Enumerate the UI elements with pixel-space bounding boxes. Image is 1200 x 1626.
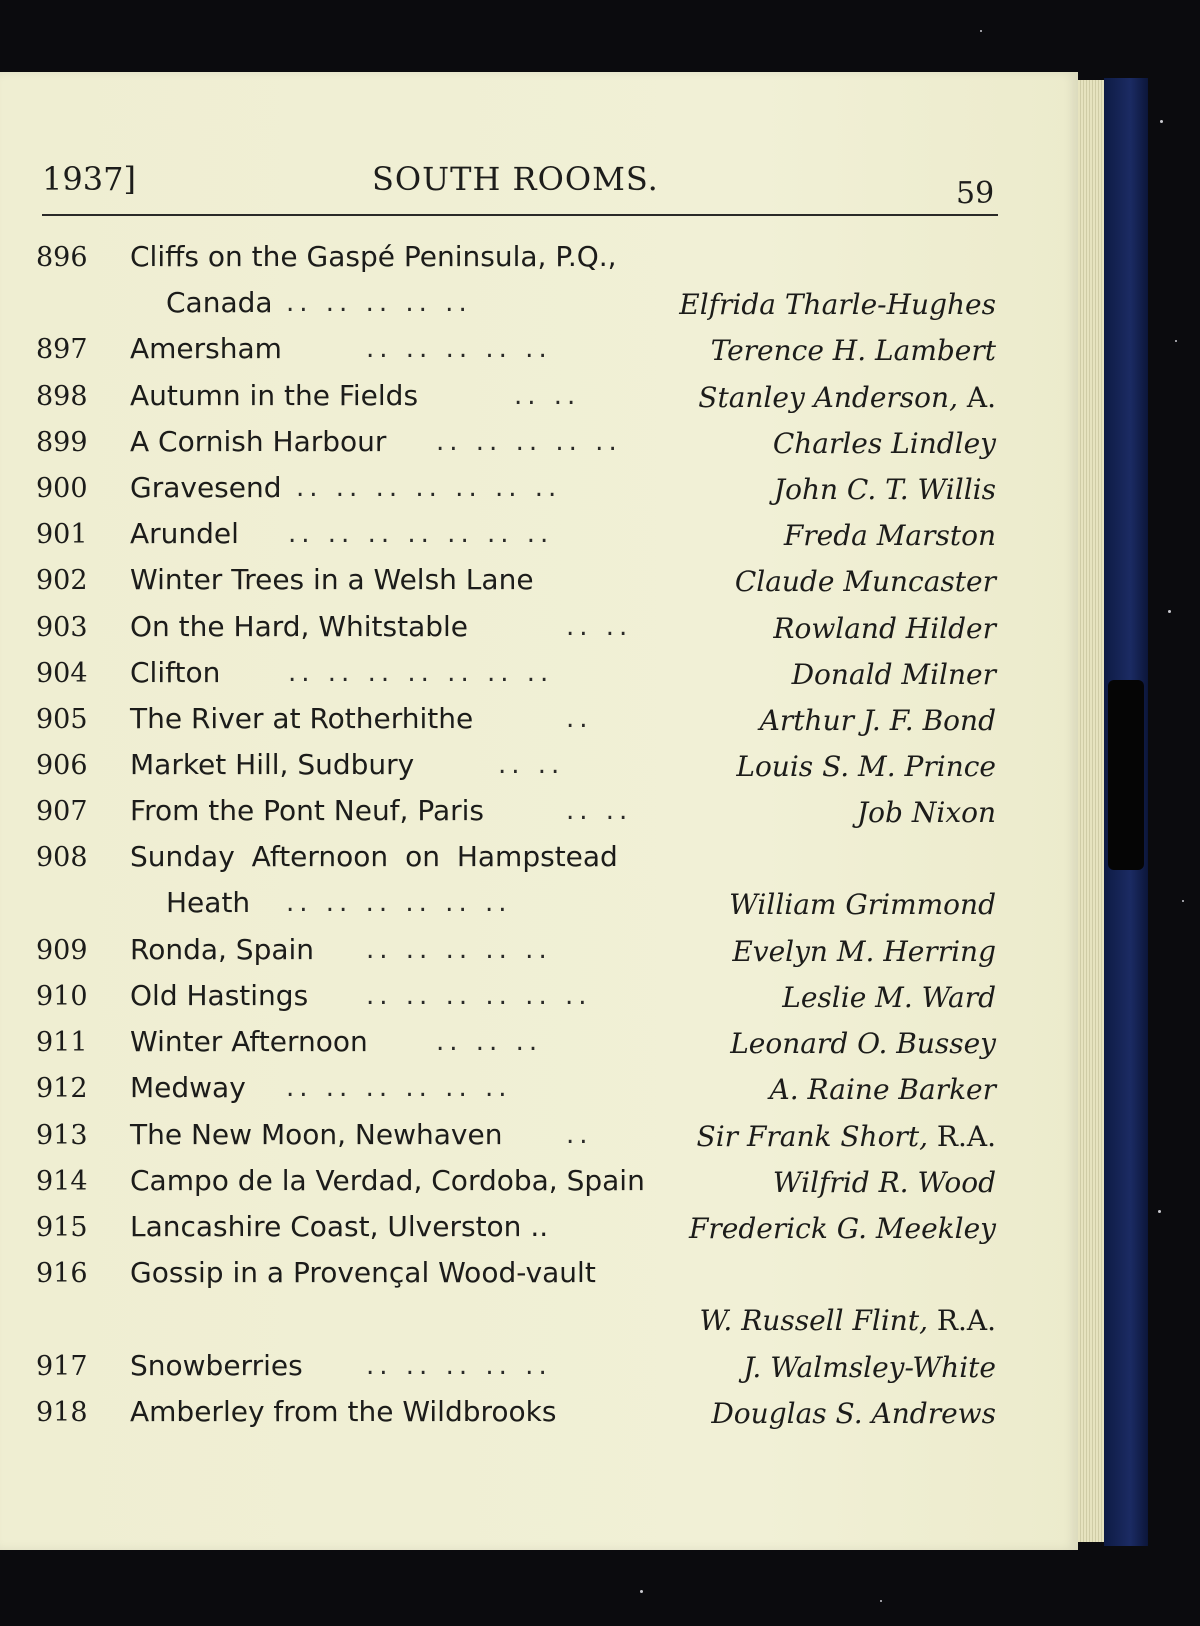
dot-leaders: .. [566, 703, 593, 734]
catalogue-entry [36, 1206, 996, 1252]
entry-title: Old Hastings [130, 979, 309, 1013]
artist-name: William Grimmond [729, 888, 996, 922]
catalogue-entry [36, 652, 996, 698]
artist-name: Charles Lindley [772, 426, 996, 460]
dot-leaders: .. .. [566, 611, 633, 642]
page-number: 59 [956, 176, 995, 211]
dot-leaders: .. .. [566, 796, 633, 827]
catalogue-entry [36, 975, 996, 1021]
artist-name: Leslie M. Ward [782, 981, 996, 1015]
background-speck [1168, 610, 1171, 613]
entry-number: 908 [36, 842, 88, 874]
entry-title: Gossip in a Provençal Wood-vault [130, 1256, 596, 1290]
entry-artist [729, 888, 996, 921]
artist-suffix: R.A. [927, 1119, 996, 1153]
artist-name: Job Nixon [856, 796, 996, 830]
entry-artist [743, 1351, 996, 1384]
entry-number: 904 [36, 657, 88, 689]
artist-name: W. Russell Flint, [699, 1304, 928, 1338]
entry-title: Winter Trees in a Welsh Lane [130, 563, 534, 597]
entry-number: 907 [36, 796, 88, 828]
catalogue-entry [36, 698, 996, 744]
entry-title: Amersham [130, 332, 282, 366]
entry-title: Cliffs on the Gaspé Peninsula, P.Q., [130, 240, 617, 273]
artist-name: Stanley Anderson, [698, 380, 958, 414]
entry-title: Winter Afternoon [130, 1025, 368, 1059]
entry-number: 910 [36, 981, 88, 1013]
entry-number: 909 [36, 934, 88, 966]
background-speck [980, 30, 982, 32]
catalogue-entry [36, 559, 996, 605]
catalogue-entry [36, 744, 996, 790]
dot-leaders: .. .. .. .. .. [286, 288, 472, 318]
entry-artist [784, 519, 996, 552]
dot-leaders: .. .. .. .. .. .. .. [288, 657, 554, 688]
artist-name: Leonard O. Bussey [730, 1027, 996, 1061]
entry-title: On the Hard, Whitstable [130, 609, 469, 643]
artist-suffix: R.A. [927, 1304, 996, 1338]
entry-number: 918 [36, 1396, 88, 1428]
entry-title-continued: Canada [166, 286, 273, 319]
entry-number: 899 [36, 426, 88, 458]
catalogue-entry [36, 929, 996, 975]
catalogue-entry [36, 513, 996, 559]
header-rule [42, 214, 998, 216]
dot-leaders: .. .. .. .. .. .. [286, 888, 512, 919]
entry-number: 913 [36, 1119, 88, 1151]
entry-artist [679, 288, 996, 321]
background-speck [640, 1590, 643, 1593]
dot-leaders: .. .. .. .. .. [366, 934, 552, 965]
entry-artist [700, 1304, 996, 1337]
entry-artist [735, 565, 996, 598]
background-speck [1158, 1210, 1161, 1213]
entry-artist [774, 473, 996, 506]
entry-number: 911 [36, 1027, 88, 1059]
entry-artist [782, 981, 996, 1014]
entry-number: 903 [36, 611, 88, 643]
entry-artist [770, 1073, 996, 1106]
artist-name: A. Raine Barker [769, 1073, 996, 1107]
background-speck [880, 1600, 882, 1602]
catalogue-entry [36, 606, 996, 652]
entry-number: 901 [36, 519, 88, 551]
entry-title: Market Hill, Sudbury [130, 748, 415, 782]
entry-number: 905 [36, 703, 88, 735]
artist-name: J. Walmsley-White [743, 1350, 996, 1384]
entry-number: 900 [36, 472, 88, 504]
entry-title: Sunday Afternoon on Hampstead [130, 840, 618, 874]
background-speck [1160, 120, 1163, 123]
catalogue-entry [36, 1067, 996, 1113]
entry-number: 912 [36, 1073, 88, 1105]
entry-title: Clifton [130, 655, 221, 689]
dot-leaders: .. .. .. .. .. .. .. [296, 472, 562, 503]
artist-name: Louis S. M. Prince [736, 750, 996, 784]
catalogue-entry [36, 836, 996, 928]
artist-name: Freda Marston [783, 519, 996, 553]
entry-title: Arundel [130, 517, 239, 551]
dot-leaders: .. [566, 1119, 593, 1150]
running-head-title: SOUTH ROOMS. [372, 160, 659, 198]
artist-name: Frederick G. Meekley [688, 1211, 996, 1245]
entry-artist [711, 1397, 996, 1430]
page-edges [1078, 80, 1104, 1542]
entry-number: 906 [36, 750, 88, 782]
entry-artist [857, 796, 996, 829]
entry-number: 917 [36, 1350, 88, 1382]
catalogue-entry [36, 1021, 996, 1067]
dot-leaders: .. .. .. .. .. .. [286, 1073, 512, 1104]
catalogue-entry [36, 1391, 996, 1437]
catalogue-entry [36, 375, 996, 421]
artist-name: Rowland Hilder [773, 611, 996, 645]
entry-title: Lancashire Coast, Ulverston .. [130, 1209, 549, 1243]
entry-number: 915 [36, 1211, 88, 1243]
entry-title: Gravesend [130, 470, 282, 504]
artist-suffix: A. [957, 380, 996, 414]
entry-number: 914 [36, 1165, 88, 1197]
artist-name: John C. T. Willis [773, 472, 996, 506]
catalogue-entry [36, 1345, 996, 1391]
entry-artist [711, 334, 996, 367]
catalogue-entry [36, 1160, 996, 1206]
catalogue-entry [36, 236, 996, 328]
entry-number: 897 [36, 334, 88, 366]
entry-number: 898 [36, 380, 88, 412]
background-speck [1182, 900, 1184, 902]
dot-leaders: .. .. .. .. .. [436, 426, 622, 457]
catalogue-entry [36, 1114, 996, 1160]
dot-leaders: .. .. .. .. .. .. .. [288, 519, 554, 550]
entry-title: From the Pont Neuf, Paris [130, 794, 485, 828]
entry-title: Autumn in the Fields [130, 378, 419, 412]
artist-name: Arthur J. F. Bond [759, 703, 996, 737]
bookmark-tab [1108, 680, 1144, 870]
entry-title: A Cornish Harbour [130, 424, 387, 458]
artist-name: Sir Frank Short, [696, 1119, 928, 1153]
catalogue-entry [36, 467, 996, 513]
entry-title: The New Moon, Newhaven [130, 1117, 503, 1151]
catalogue-entry [36, 328, 996, 374]
entry-artist [773, 1166, 996, 1199]
entry-artist [732, 935, 996, 968]
entry-artist [736, 750, 996, 783]
entry-artist [698, 381, 996, 414]
entry-number: 896 [36, 242, 88, 273]
entry-title: Campo de la Verdad, Cordoba, Spain [130, 1163, 645, 1197]
catalogue-entries [36, 236, 996, 1437]
entry-artist [697, 1120, 996, 1153]
dot-leaders: .. .. [514, 380, 581, 411]
entry-title: Medway [130, 1071, 246, 1105]
entry-artist [792, 658, 996, 691]
artist-name: Douglas S. Andrews [711, 1396, 996, 1430]
catalogue-entry [36, 790, 996, 836]
entry-number: 916 [36, 1258, 88, 1290]
entry-title: Ronda, Spain [130, 932, 315, 966]
artist-name: Evelyn M. Herring [732, 934, 996, 968]
entry-artist [773, 612, 996, 645]
dot-leaders: .. .. .. .. .. [366, 1350, 552, 1381]
artist-name: Wilfrid R. Wood [772, 1165, 996, 1199]
entry-title: Snowberries [130, 1348, 303, 1382]
entry-artist [730, 1027, 996, 1060]
entry-title-continued: Heath [166, 886, 251, 920]
running-head-year: 1937] [42, 160, 136, 198]
entry-artist [773, 427, 996, 460]
artist-name: Donald Milner [791, 657, 996, 691]
catalogue-entry [36, 421, 996, 467]
dot-leaders: .. .. [498, 750, 565, 781]
catalogue-entry [36, 1252, 996, 1344]
entry-artist [689, 1212, 996, 1245]
background-speck [1175, 340, 1177, 342]
dot-leaders: .. .. .. .. .. [366, 334, 552, 365]
artist-name: Elfrida Tharle-Hughes [679, 288, 996, 321]
entry-artist [760, 704, 996, 737]
dot-leaders: .. .. .. [436, 1027, 543, 1058]
entry-title: Amberley from the Wildbrooks [130, 1394, 557, 1428]
entry-number: 902 [36, 565, 88, 597]
entry-title: The River at Rotherhithe [130, 701, 474, 735]
artist-name: Claude Muncaster [734, 565, 996, 599]
artist-name: Terence H. Lambert [710, 334, 996, 368]
dot-leaders: .. .. .. .. .. .. [366, 981, 592, 1012]
